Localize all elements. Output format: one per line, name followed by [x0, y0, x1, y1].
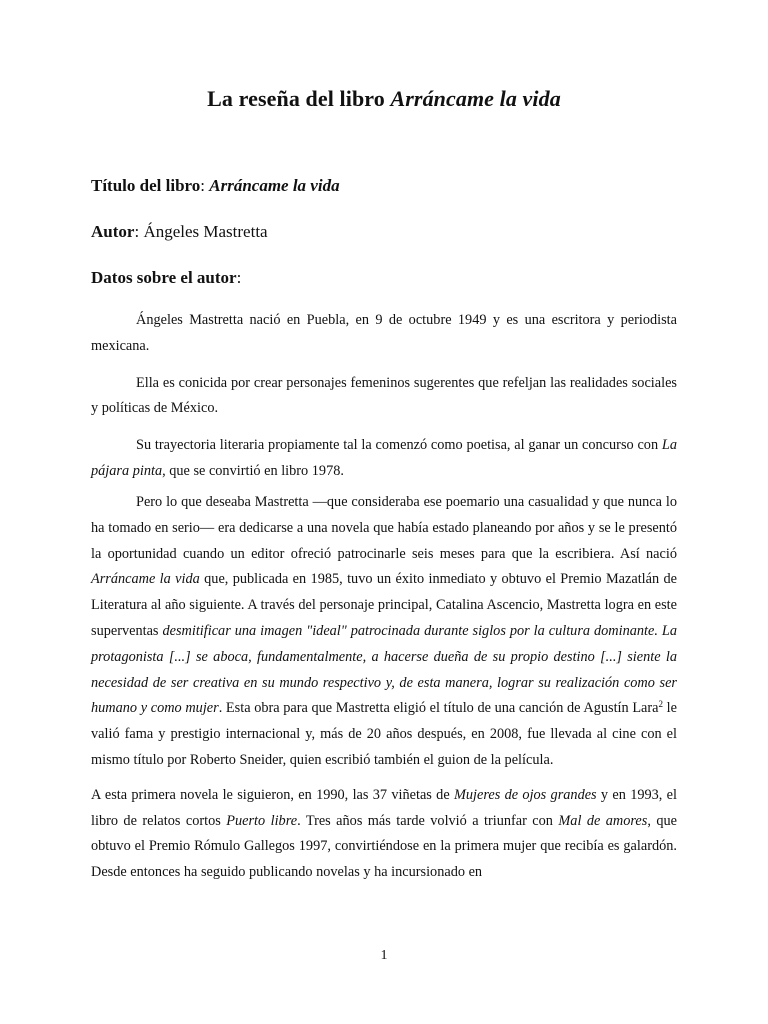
author-line [91, 222, 268, 242]
paragraph-5 [91, 783, 677, 886]
about-author-heading [91, 268, 241, 288]
p3-book-la-pajara-pinta: La pájara pinta [91, 437, 677, 479]
p4-text-e: . Esta obra para que Mastretta eligió el título de una canción de Agustín Lara [218, 700, 659, 717]
body-block-2 [91, 490, 677, 886]
p4-book-arrancame: Arráncame la vida [91, 571, 200, 588]
p3-text-c: , que se convirtió en libro 1978. [162, 462, 344, 479]
p5-text-e: . Tres años más tarde volvió a triunfar con [297, 812, 559, 829]
p5-text-c: y en 1993, el libro de relatos cortos [91, 786, 677, 829]
book-title-value: Arráncame la vida [209, 176, 340, 195]
p5-book-puerto-libre: Puerto libre [226, 812, 298, 829]
book-title-label: Título del libro [91, 176, 201, 195]
p3-text-a: Su trayectoria literaria propiamente tal la comenzó como poetisa, al ganar un concurso con [136, 437, 662, 454]
paragraph-3 [91, 433, 677, 485]
book-title-line [91, 176, 340, 196]
book-title-separator: : [200, 176, 210, 195]
body-block-1 [91, 308, 677, 485]
p4-quote: desmitificar una imagen "ideal" patrocinada durante siglos por la cultura dominante. La protagonista [...] se aboca, fundamentalmente, a hacerse dueña de su propio destino [...] siente la necesidad de ser creativa en su mundo respectivo y, de esta manera, lograr su realización como ser humano y como mujer [91, 622, 677, 717]
p4-text-f: le valió fama y prestigio internacional y, más de 20 años después, en 2008, fue llevada al cine con el mismo título por Roberto Sneider, quien escribió también el guion de la película. [91, 700, 677, 768]
p5-book-mal-de-amores: Mal de amores [558, 812, 648, 829]
p4-text-c: que, publicada en 1985, tuvo un éxito inmediato y obtuvo el Premio Mazatlán de Literatura al año siguiente. A través del personaje principal, Catalina Ascencio, Mastretta logra en este superventas [91, 571, 677, 639]
p5-text-a: A esta primera novela le siguieron, en 1990, las 37 viñetas de [91, 786, 454, 803]
p5-text-g: , que obtuvo el Premio Rómulo Gallegos 1997, convirtiéndose en la primera mujer que recibía es galardón. Desde entonces ha seguido publicando novelas y ha incursionado en [91, 812, 677, 881]
about-author-separator: : [236, 268, 242, 287]
p4-text-a: Pero lo que deseaba Mastretta —que consideraba ese poemario una casualidad y que nunca lo ha tomado en serio— era dedicarse a una novela que había estado planeando por años y se le presentó la oportunidad cuando un editor ofreció patrocinarle seis meses para que la escribiera. Así nació [91, 494, 677, 562]
paragraph-4 [91, 490, 677, 774]
page-number: 1 [380, 948, 388, 963]
title-book-name: Arráncame la vida [390, 86, 561, 111]
author-separator: : [134, 222, 144, 241]
author-label: Autor [91, 222, 135, 241]
author-value: Ángeles Mastretta [143, 222, 268, 241]
paragraph-2: Ella es conicida por crear personajes femeninos sugerentes que refeljan las realidades sociales y políticas de México. [91, 374, 677, 417]
paragraph-1: Ángeles Mastretta nació en Puebla, en 9 de octubre 1949 y es una escritora y periodista mexicana. [91, 312, 677, 354]
about-author-label: Datos sobre el autor [91, 268, 237, 287]
document-title [0, 86, 768, 112]
p5-book-mujeres: Mujeres de ojos grandes [453, 786, 597, 803]
title-prefix: La reseña del libro [207, 86, 391, 111]
footnote-ref-2[interactable]: 2 [658, 699, 664, 710]
